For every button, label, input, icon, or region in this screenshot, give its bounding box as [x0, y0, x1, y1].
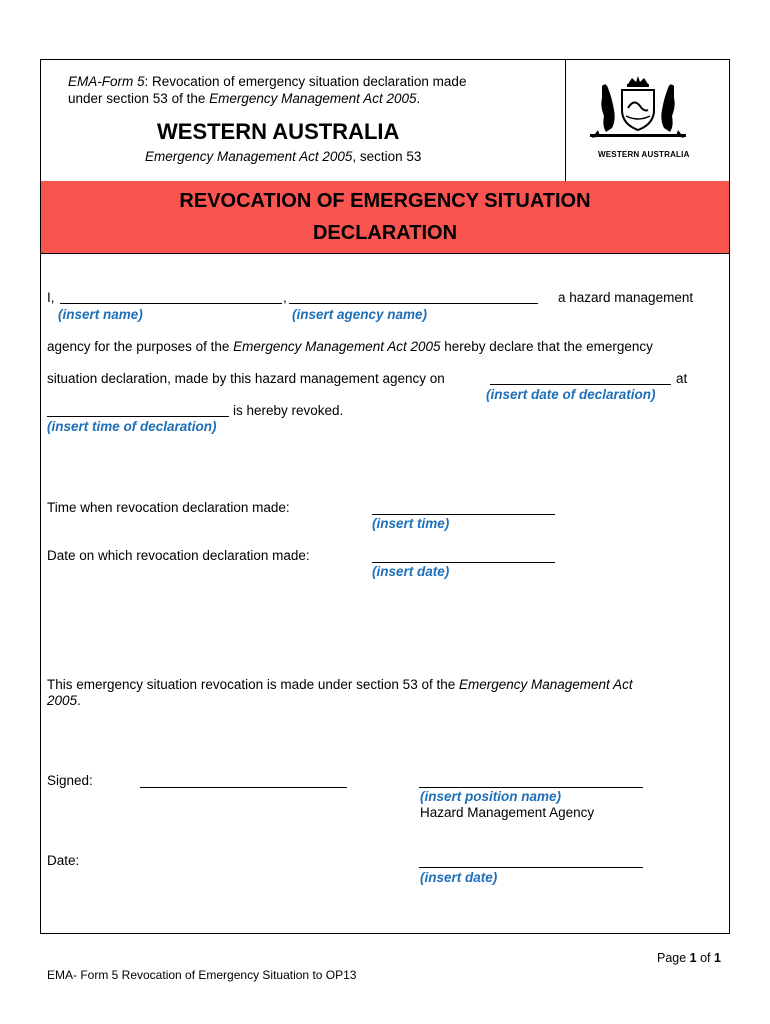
hazard-management-agency-label: Hazard Management Agency: [420, 805, 595, 820]
date-field[interactable]: [372, 562, 555, 563]
title-divider: [40, 253, 730, 254]
hereby-revoked-text: is hereby revoked.: [233, 403, 344, 418]
agency-name-field[interactable]: [289, 303, 538, 304]
insert-date2-hint: (insert date): [420, 870, 498, 885]
page-number: Page 1 of 1: [657, 951, 721, 965]
signed-label: Signed:: [47, 773, 93, 788]
title-line1: REVOCATION OF EMERGENCY SITUATION: [179, 190, 591, 212]
position-name-field[interactable]: [419, 787, 643, 788]
date2-label: Date:: [47, 853, 80, 868]
form-reference-line1: [68, 74, 466, 89]
time-of-declaration-field[interactable]: [47, 416, 229, 417]
insert-date-hint: (insert date): [372, 564, 450, 579]
form-reference-text: : Revocation of emergency situation declaration made: [144, 74, 467, 89]
time-field[interactable]: [372, 514, 555, 515]
wa-coat-of-arms-icon: [588, 76, 688, 142]
situation-declaration-line: situation declaration, made by this hazard management agency on: [47, 371, 445, 386]
declarant-prefix: I,: [47, 290, 55, 305]
time-label: Time when revocation declaration made:: [47, 500, 290, 515]
date-of-declaration-field[interactable]: [490, 384, 671, 385]
date-label: Date on which revocation declaration made:: [47, 548, 310, 563]
crest-caption: WESTERN AUSTRALIA: [598, 150, 690, 159]
statement-line1: This emergency situation revocation is made under section 53 of the Emergency Management Act: [47, 677, 633, 692]
insert-name-hint: (insert name): [58, 307, 143, 322]
signature-field[interactable]: [140, 787, 347, 788]
insert-time-hint: (insert time): [372, 516, 450, 531]
name-field[interactable]: [60, 303, 282, 304]
document-reference: EMA- Form 5 Revocation of Emergency Situation to OP13: [47, 968, 357, 982]
agency-purpose-line: agency for the purposes of the Emergency Management Act 2005 hereby declare that the emergency: [47, 339, 653, 354]
form-reference-line2: under section 53 of the Emergency Management Act 2005.: [68, 91, 421, 106]
signature-date-field[interactable]: [419, 867, 643, 868]
insert-agency-name-hint: (insert agency name): [292, 307, 428, 322]
state-title: WESTERN AUSTRALIA: [157, 119, 400, 144]
header-divider-vertical: [565, 59, 566, 181]
insert-date-of-declaration-hint: (insert date of declaration): [486, 387, 656, 402]
statement-line2: 2005.: [47, 693, 81, 708]
form-reference-label: EMA-Form 5: [68, 74, 145, 89]
act-name: Emergency Management Act 2005: [209, 91, 417, 106]
insert-position-name-hint: (insert position name): [420, 789, 562, 804]
insert-time-of-declaration-hint: (insert time of declaration): [47, 419, 217, 434]
title-line2: DECLARATION: [312, 222, 458, 244]
act-section-line: Emergency Management Act 2005, section 53: [145, 149, 422, 164]
hazard-management-text: a hazard management: [558, 290, 694, 305]
